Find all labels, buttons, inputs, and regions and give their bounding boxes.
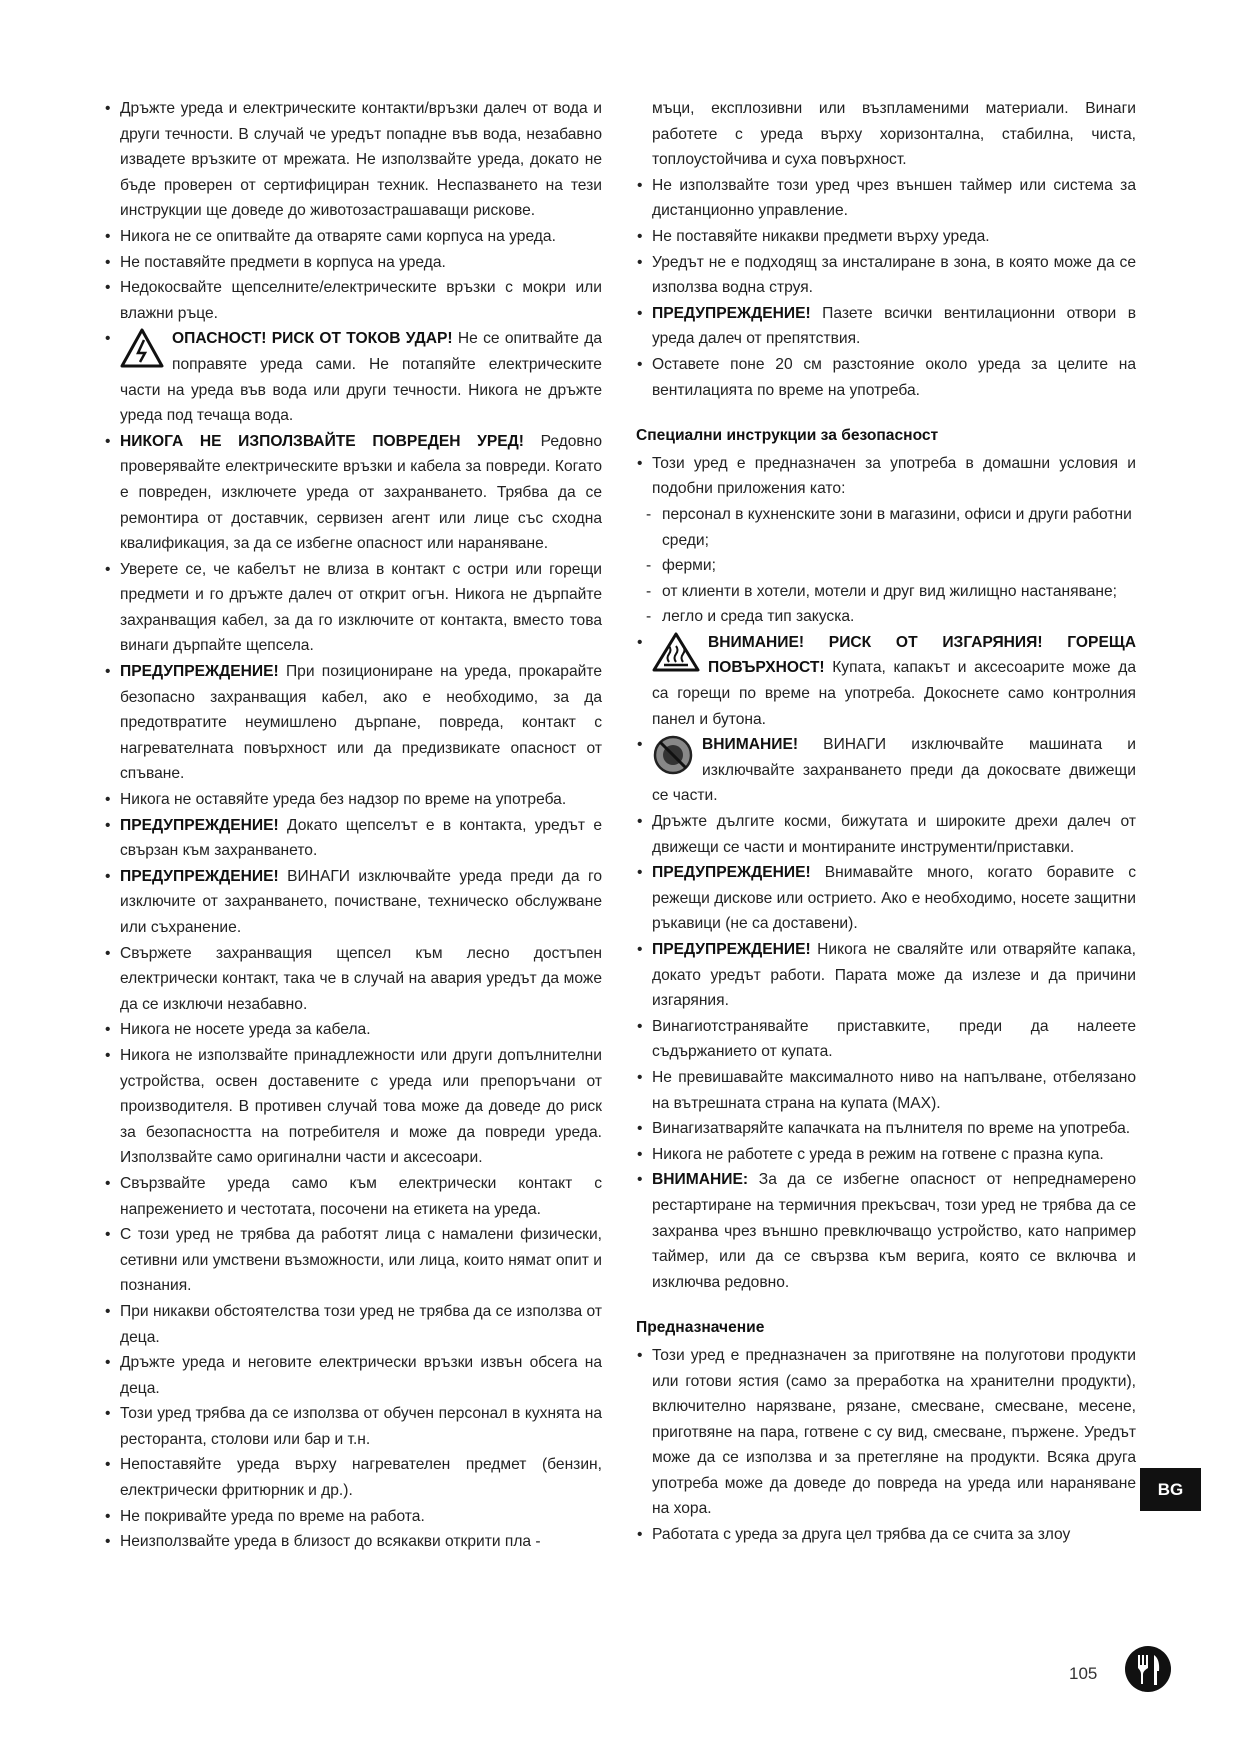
- list-item: • Винагиотстранявайте приставките, преди да налеете съдържанието от купата.: [636, 1014, 1136, 1065]
- list-item: • ПРЕДУПРЕЖДЕНИЕ! Внимавайте много, когато боравите с режещи дискове или острието. Ако е необходимо, носете защитни ръкавици (не са доставени).: [636, 860, 1136, 937]
- list-item: • Никога не носете уреда за кабела.: [104, 1017, 602, 1043]
- list-item: • ПРЕДУПРЕЖДЕНИЕ! ВИНАГИ изключвайте уреда преди да го изключите от захранването, почистване, техническо обслужване или съхранение.: [104, 864, 602, 941]
- hot-surface-warning-icon: [652, 632, 700, 672]
- dash-item: - ферми;: [636, 553, 1136, 579]
- continuation-text: мъци, експлозивни или възпламеними материали. Винаги работете с уреда върху хоризонтална, стабилна, чиста, топлоустойчива и суха повърхност.: [652, 100, 1136, 169]
- list-item: • Дръжте уреда и неговите електрически връзки извън обсега на деца.: [104, 1350, 602, 1401]
- list-item: • Никога не оставяйте уреда без надзор по време на употреба.: [104, 787, 602, 813]
- list-item: • Не поставяйте предмети в корпуса на уреда.: [104, 250, 602, 276]
- list-item: • Оставете поне 20 см разстояние около уреда за целите на вентилацията по време на употреба.: [636, 352, 1136, 403]
- cutlery-logo-icon: [1124, 1645, 1172, 1693]
- list-item: • ПРЕДУПРЕЖДЕНИЕ! Никога не сваляйте или отваряйте капака, докато уредът работи. Парата може да излезе и да причини изгаряния.: [636, 937, 1136, 1014]
- left-column: [104, 96, 602, 1555]
- list-item: • ПРЕДУПРЕЖДЕНИЕ! Пазете всички вентилационни отвори в уреда далеч от препятствия.: [636, 301, 1136, 352]
- right-column: [636, 96, 1136, 1548]
- list-item: • Уверете се, че кабелът не влиза в контакт с остри или горещи предмети и го дръжте далеч от открит огън. Никога не дърпайте захранващия кабел, за да го изключите от контакта, вместо това винаги дърпайте щепсела.: [104, 557, 602, 659]
- list-item: • Дръжте уреда и електрическите контакти/връзки далеч от вода и други течности. В случай че уредът попадне във вода, незабавно извадете връзките от мрежата. Не използвайте уреда, докато не бъде проверен от сертифициран техник. Неспазването на тези инструкции ще доведе до животозастрашаващи рискове.: [104, 96, 602, 224]
- list-item: • Никога не използвайте принадлежности или други допълнителни устройства, освен доставените с уреда или препоръчани от производителя. В противен случай това може да доведе до риск за безопасността на потребителя и може да повреди уреда. Използвайте само оригинални части и аксесоари.: [104, 1043, 602, 1171]
- list-item: • Никога не работете с уреда в режим на готвене с празна купа.: [636, 1142, 1136, 1168]
- list-item: • Не покривайте уреда по време на работа.: [104, 1504, 602, 1530]
- list-item: • Не превишавайте максималното ниво на напълване, отбелязано на вътрешната страна на купата (MAX).: [636, 1065, 1136, 1116]
- page-number: 105: [1069, 1664, 1098, 1683]
- list-item: • ПРЕДУПРЕЖДЕНИЕ! При позициониране на уреда, прокарайте безопасно захранващия кабел, ако е необходимо, за да предотвратите неумишлено дърпане, повреда, контакт с нагревателната повърхност или да предизвикате опасност от спъване.: [104, 659, 602, 787]
- list-item: • Този уред е предназначен за употреба в домашни условия и подобни приложения като:: [636, 451, 1136, 502]
- electric-shock-warning-icon: [120, 328, 164, 368]
- list-item: • Винагизатваряйте капачката на пълнителя по време на употреба.: [636, 1116, 1136, 1142]
- dash-item: - персонал в кухненските зони в магазини, офиси и други работни среди;: [636, 502, 1136, 553]
- list-item: • ВНИМАНИЕ! ВИНАГИ изключвайте машината и изключвайте захранването преди да докосвате движещи се части.: [636, 732, 1136, 809]
- special-instructions-heading: Специални инструкции за безопасност: [636, 427, 939, 445]
- list-item: • Този уред е предназначен за приготвяне на полуготови продукти или готови ястия (само за преработка на хранителни продукти), включително нарязване, рязане, смесване, смесване, месене, приготвяне на пара, готвене с су вид, смесване, пържене. Уредът може да се използва и за претегляне на продукти. Всяка друга употреба може да доведе до повреда на уреда или нараняване на хора.: [636, 1343, 1136, 1522]
- list-item: • Недокосвайте щепселните/електрическите връзки с мокри или влажни ръце.: [104, 275, 602, 326]
- list-item: • Този уред трябва да се използва от обучен персонал в кухнята на ресторанта, столови или бар и т.н.: [104, 1401, 602, 1452]
- list-item: • Не поставяйте никакви предмети върху уреда.: [636, 224, 1136, 250]
- purpose-heading: Предназначение: [636, 1319, 765, 1337]
- list-item: • Свързвайте уреда само към електрически контакт с напрежението и честотата, посочени на етикета на уреда.: [104, 1171, 602, 1222]
- dash-item: - от клиенти в хотели, мотели и друг вид жилищно настаняване;: [636, 579, 1136, 605]
- list-item: • При никакви обстоятелства този уред не трябва да се използва от деца.: [104, 1299, 602, 1350]
- no-touch-moving-parts-icon: [652, 734, 694, 776]
- list-item: • ВНИМАНИЕ! РИСК ОТ ИЗГАРЯНИЯ! ГОРЕЩА ПОВЪРХНОСТ! Купата, капакът и аксесоарите може да са горещи по време на употреба. Докоснете само контролния панел и бутона.: [636, 630, 1136, 732]
- list-item: • С този уред не трябва да работят лица с намалени физически, сетивни или умствени възможности, или лица, които нямат опит и познания.: [104, 1222, 602, 1299]
- list-item: • ВНИМАНИЕ: За да се избегне опасност от непреднамерено рестартиране на термичния прекъсвач, този уред не трябва да се захранва чрез външно превключващо устройство, като например таймер, или да се свързва към верига, която се включва и изключва редовно.: [636, 1167, 1136, 1295]
- list-item: • ПРЕДУПРЕЖДЕНИЕ! Докато щепселът е в контакта, уредът е свързан към захранването.: [104, 813, 602, 864]
- list-item: • Свържете захранващия щепсел към лесно достъпен електрически контакт, така че в случай на авария уредът да може да се изключи незабавно.: [104, 941, 602, 1018]
- list-item: • Не използвайте този уред чрез външен таймер или система за дистанционно управление.: [636, 173, 1136, 224]
- list-item: • Работата с уреда за друга цел трябва да се счита за злоу: [636, 1522, 1136, 1548]
- list-item: • Никога не се опитвайте да отваряте сами корпуса на уреда.: [104, 224, 602, 250]
- list-item: • Уредът не е подходящ за инсталиране в зона, в която може да се използва водна струя.: [636, 250, 1136, 301]
- language-badge: BG: [1140, 1468, 1201, 1511]
- list-item: • НИКОГА НЕ ИЗПОЛЗВАЙТЕ ПОВРЕДЕН УРЕД! Редовно проверявайте електрическите връзки и кабела за повреди. Когато е повреден, изключете уреда от захранването. Трябва да се ремонтира от доставчик, сервизен агент или лице със сходна квалификация, за да се избегне опасност или нараняване.: [104, 429, 602, 557]
- list-item: • Непоставяйте уреда върху нагревателен предмет (бензин, електрически фритюрник и др.).: [104, 1452, 602, 1503]
- list-item: • Дръжте дългите косми, бижутата и широките дрехи далеч от движещи се части и монтираните инструменти/приставки.: [636, 809, 1136, 860]
- list-item: • Неизползвайте уреда в близост до всякакви открити пла -: [104, 1529, 602, 1555]
- dash-item: - легло и среда тип закуска.: [636, 604, 1136, 630]
- list-item: • ОПАСНОСТ! РИСК ОТ ТОКОВ УДАР! Не се опитвайте да поправяте уреда сами. Не потапяйте електрическите части на уреда във вода или други течности. Никога не дръжте уреда под течаща вода.: [104, 326, 602, 428]
